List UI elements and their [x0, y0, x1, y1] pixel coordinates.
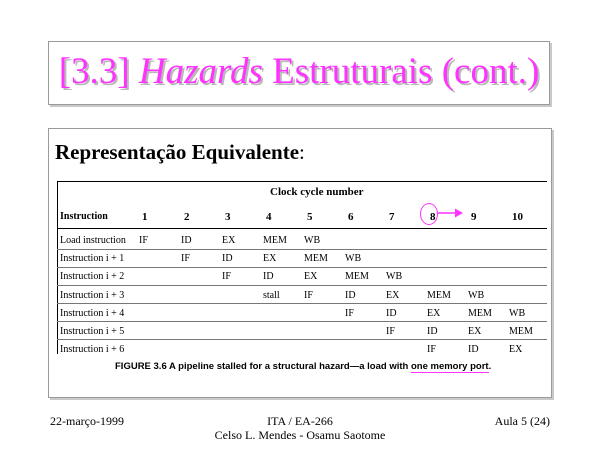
cycle-number: 10 — [512, 211, 523, 223]
footer-date: 22-março-1999 — [50, 414, 124, 428]
instruction-row-label: Instruction i + 4 — [60, 308, 125, 319]
pipeline-stage: MEM — [509, 326, 533, 337]
slide-title — [49, 50, 549, 94]
pipeline-stage: WB — [468, 290, 485, 301]
footer-course: ITA / EA-266 — [267, 414, 333, 428]
pipeline-stage: ID — [263, 271, 274, 282]
pipeline-stage: IF — [222, 271, 231, 282]
pipeline-stage: stall — [263, 290, 280, 301]
row-rule — [57, 267, 547, 268]
instruction-row-label: Instruction i + 2 — [60, 271, 125, 282]
pipeline-stage: WB — [304, 235, 321, 246]
title-italic: Hazards — [138, 51, 263, 92]
caption-prefix: FIGURE 3.6 A pipeline stalled for a structural hazard—a load with — [115, 361, 411, 372]
pipeline-stage: EX — [263, 253, 277, 264]
pipeline-stage: ID — [181, 235, 192, 246]
row-rule — [57, 321, 547, 322]
pipeline-stage: IF — [304, 290, 313, 301]
pipeline-stage: WB — [386, 271, 403, 282]
content-frame — [48, 128, 552, 398]
row-rule — [57, 303, 547, 304]
cycle-number: 8 — [430, 211, 436, 223]
caption-underlined: one memory port — [410, 361, 489, 372]
row-rule — [57, 339, 547, 340]
pipeline-stage: EX — [386, 290, 400, 301]
pipeline-stage: MEM — [263, 235, 287, 246]
clock-cycle-header: Clock cycle number — [270, 186, 364, 198]
pipeline-stage: EX — [427, 308, 441, 319]
footer-page: Aula 5 (24) — [494, 414, 550, 428]
title-suffix: Estruturais (cont.) — [262, 51, 540, 92]
pipeline-stage: EX — [304, 271, 318, 282]
pipeline-stage: ID — [222, 253, 233, 264]
pipeline-stage: WB — [509, 308, 526, 319]
pipeline-stage: MEM — [468, 308, 492, 319]
pipeline-stage: IF — [386, 326, 395, 337]
pipeline-stage: ID — [427, 326, 438, 337]
header-rule — [57, 228, 547, 229]
figure-caption — [115, 361, 491, 372]
pipeline-stage: IF — [345, 308, 354, 319]
cycle-number: 7 — [389, 211, 395, 223]
pipeline-stage: WB — [345, 253, 362, 264]
cycle-8-highlight-circle — [420, 203, 438, 225]
cycle-number: 2 — [184, 211, 190, 223]
pipeline-stage: IF — [427, 344, 436, 355]
instruction-row-label: Load instruction — [60, 235, 126, 246]
instruction-row-label: Instruction i + 5 — [60, 326, 125, 337]
subtitle-colon: : — [299, 140, 305, 164]
subtitle-bold: Representação Equivalente — [55, 140, 300, 164]
caption-suffix: . — [488, 361, 492, 372]
pipeline-stage: ID — [386, 308, 397, 319]
pipeline-stage: MEM — [345, 271, 369, 282]
pipeline-stage: EX — [222, 235, 236, 246]
instruction-row-label: Instruction i + 3 — [60, 290, 125, 301]
footer-authors: Celso L. Mendes - Osamu Saotome — [214, 428, 386, 442]
cycle-number: 6 — [348, 211, 354, 223]
pipeline-stage: MEM — [427, 290, 451, 301]
pipeline-stage: ID — [468, 344, 479, 355]
cycle-number: 5 — [307, 211, 313, 223]
subtitle — [55, 139, 305, 165]
pipeline-stage: ID — [345, 290, 356, 301]
instruction-header: Instruction — [60, 211, 108, 222]
title-frame — [48, 41, 550, 105]
pipeline-stage: MEM — [304, 253, 328, 264]
cycle-number: 1 — [142, 211, 148, 223]
arrow-right-icon — [437, 207, 463, 219]
instruction-row-label: Instruction i + 1 — [60, 253, 125, 264]
figure-top-rule — [57, 181, 547, 182]
pipeline-stage: EX — [509, 344, 523, 355]
cycle-number: 3 — [225, 211, 231, 223]
cycle-number: 4 — [266, 211, 272, 223]
pipeline-stage: EX — [468, 326, 482, 337]
pipeline-stage: IF — [181, 253, 190, 264]
pipeline-figure — [57, 181, 547, 381]
cycle-number: 9 — [471, 211, 477, 223]
row-rule — [57, 285, 547, 286]
instruction-row-label: Instruction i + 6 — [60, 344, 125, 355]
title-prefix: [3.3] — [58, 51, 139, 92]
pipeline-stage: IF — [139, 235, 148, 246]
row-rule — [57, 249, 547, 250]
footer-center — [150, 414, 450, 442]
